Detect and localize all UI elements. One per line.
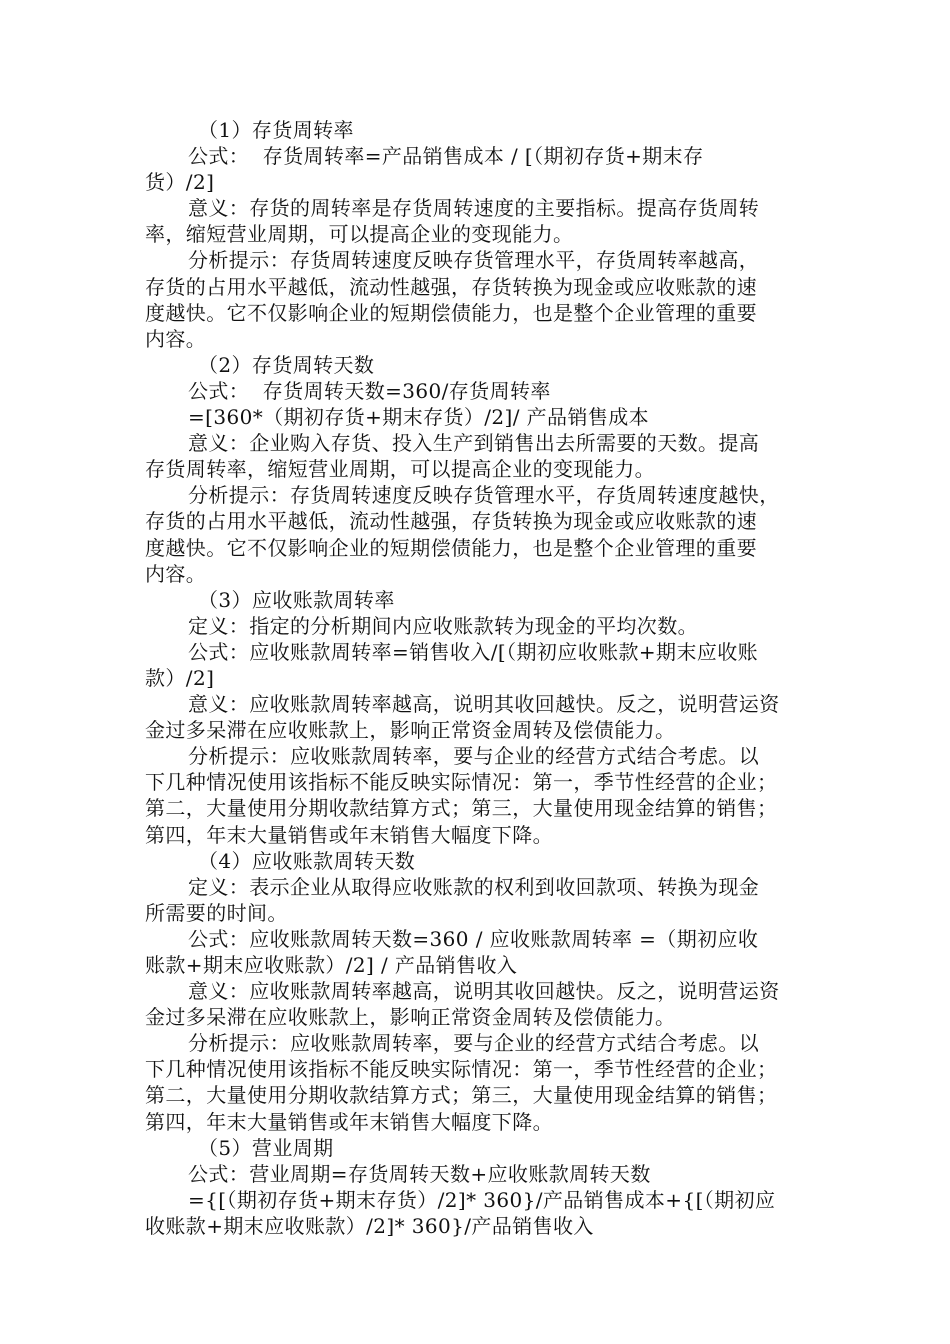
analysis-line: 下几种情况使用该指标不能反映实际情况：第一，季节性经营的企业； — [145, 1057, 778, 1082]
meaning-line: 意义：应收账款周转率越高，说明其收回越快。反之，说明营运资 — [188, 692, 780, 717]
heading-operating-cycle: （5）营业周期 — [198, 1135, 334, 1160]
heading-receivables-turnover: （3）应收账款周转率 — [198, 587, 395, 612]
meaning-line: 金过多呆滞在应收账款上，影响正常资金周转及偿债能力。 — [145, 718, 676, 743]
analysis-line: 度越快。它不仅影响企业的短期偿债能力，也是整个企业管理的重要 — [145, 300, 757, 325]
formula-line: 公式： 存货周转天数=360/存货周转率 — [188, 378, 551, 403]
analysis-line: 第二，大量使用分期收款结算方式；第三，大量使用现金结算的销售； — [145, 1083, 778, 1108]
meaning-line: 存货周转率，缩短营业周期，可以提高企业的变现能力。 — [145, 457, 655, 482]
analysis-line: 分析提示：存货周转速度反映存货管理水平，存货周转速度越快， — [188, 483, 780, 508]
formula-line: 款）/2] — [145, 665, 215, 690]
meaning-line: 意义：应收账款周转率越高，说明其收回越快。反之，说明营运资 — [188, 979, 780, 1004]
formula-line: 公式：应收账款周转率=销售收入/[（期初应收账款+期末应收账 — [188, 639, 759, 664]
heading-inventory-days: （2）存货周转天数 — [198, 352, 375, 377]
formula-line: 公式：营业周期=存货周转天数+应收账款周转天数 — [188, 1161, 651, 1186]
definition-line: 定义：指定的分析期间内应收账款转为现金的平均次数。 — [188, 613, 698, 638]
analysis-line: 下几种情况使用该指标不能反映实际情况：第一，季节性经营的企业； — [145, 770, 778, 795]
formula-line: 公式： 存货周转率=产品销售成本 / [（期初存货+期末存 — [188, 144, 704, 169]
formula-line: 账款+期末应收账款）/2] / 产品销售收入 — [145, 953, 518, 977]
analysis-line: 分析提示：应收账款周转率，要与企业的经营方式结合考虑。以 — [188, 1031, 760, 1056]
analysis-line: 内容。 — [145, 561, 207, 586]
heading-inventory-turnover: （1）存货周转率 — [198, 118, 354, 142]
document-body — [145, 117, 817, 1239]
analysis-line: 存货的占用水平越低，流动性越强，存货转换为现金或应收账款的速 — [145, 274, 757, 299]
formula-line: 收账款+期末应收账款）/2]* 360}/产品销售收入 — [145, 1213, 594, 1238]
analysis-line: 第二，大量使用分期收款结算方式；第三，大量使用现金结算的销售； — [145, 796, 778, 821]
formula-line: =[360*（期初存货+期末存货）/2]/ 产品销售成本 — [188, 405, 650, 430]
definition-line: 所需要的时间。 — [145, 900, 288, 925]
formula-line: ={[（期初存货+期末存货）/2]* 360}/产品销售成本+{[（期初应 — [188, 1187, 776, 1212]
definition-line: 定义：表示企业从取得应收账款的权利到收回款项、转换为现金 — [188, 874, 760, 899]
meaning-line: 金过多呆滞在应收账款上，影响正常资金周转及偿债能力。 — [145, 1005, 676, 1030]
formula-line: 货）/2] — [145, 170, 215, 195]
analysis-line: 内容。 — [145, 326, 207, 351]
heading-receivables-days: （4）应收账款周转天数 — [198, 848, 416, 873]
meaning-line: 意义：存货的周转率是存货周转速度的主要指标。提高存货周转 — [188, 196, 760, 221]
meaning-line: 率，缩短营业周期，可以提高企业的变现能力。 — [145, 222, 574, 247]
analysis-line: 第四，年末大量销售或年末销售大幅度下降。 — [145, 822, 553, 847]
meaning-line: 意义：企业购入存货、投入生产到销售出去所需要的天数。提高 — [188, 431, 760, 456]
analysis-line: 第四，年末大量销售或年末销售大幅度下降。 — [145, 1109, 553, 1134]
formula-line: 公式：应收账款周转天数=360 / 应收账款周转率 =（期初应收 — [188, 926, 759, 951]
analysis-line: 存货的占用水平越低，流动性越强，存货转换为现金或应收账款的速 — [145, 509, 757, 534]
analysis-line: 度越快。它不仅影响企业的短期偿债能力，也是整个企业管理的重要 — [145, 535, 757, 560]
analysis-line: 分析提示：存货周转速度反映存货管理水平，存货周转率越高， — [188, 248, 760, 273]
analysis-line: 分析提示：应收账款周转率，要与企业的经营方式结合考虑。以 — [188, 744, 760, 769]
